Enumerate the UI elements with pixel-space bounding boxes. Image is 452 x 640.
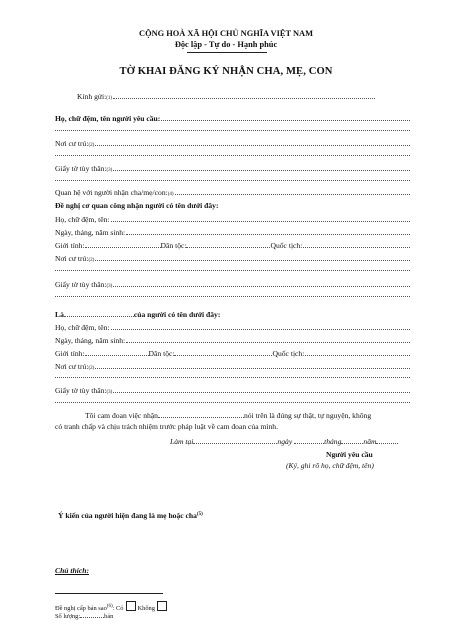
requester-name-extra-line[interactable]: [55, 130, 410, 131]
place-label: Làm tại: [170, 437, 194, 446]
day-label: ngày: [277, 437, 295, 446]
recognized-dob-field[interactable]: [126, 227, 410, 235]
recognized-nationality-field[interactable]: [303, 240, 410, 248]
form-title: TỜ KHAI ĐĂNG KÝ NHẬN CHA, MẸ, CON: [119, 66, 333, 77]
year-field[interactable]: [376, 436, 398, 444]
relation-id-label: Giấy tờ tùy thân:: [55, 386, 107, 395]
addressee-label: Kính gửi:: [77, 92, 107, 101]
relation-heading-line: [55, 309, 410, 319]
copy-no-checkbox[interactable]: [157, 601, 167, 611]
copy-request-line: [55, 601, 169, 612]
parent-opinion-note: (5): [196, 512, 203, 517]
recognized-residence-label: Nơi cư trú:: [55, 254, 89, 263]
copy-no-label: Không: [137, 605, 155, 612]
relation-type-field[interactable]: [64, 309, 134, 317]
requester-id-extra-line[interactable]: [55, 180, 410, 181]
requester-id-line: Giấy tờ tùy thân: (3): [55, 163, 410, 173]
relation-nationality-field[interactable]: [305, 348, 410, 356]
relation-residence-extra-line[interactable]: [55, 377, 410, 378]
recognized-nationality-label: Quốc tịch:: [270, 241, 303, 250]
declaration-line1-end: nói trên là đúng sự thật, tự nguyện, không: [243, 411, 372, 420]
recognized-name-line: [55, 214, 410, 224]
relation-id-field[interactable]: [113, 385, 410, 393]
recognized-ethnicity-field[interactable]: [186, 240, 270, 248]
copy-request-note: (6): [106, 604, 113, 609]
requester-relation-line: Quan hệ với người nhận cha/mẹ/con: (4): [55, 187, 410, 197]
recognized-name-field[interactable]: [111, 214, 410, 222]
recognized-id-line: Giấy tờ tùy thân: (3): [55, 279, 410, 289]
relation-residence-label: Nơi cư trú:: [55, 362, 89, 371]
requester-residence-extra-line[interactable]: [55, 155, 410, 156]
recognized-dob-line: [55, 227, 410, 237]
relation-id-extra-line[interactable]: [55, 402, 410, 403]
quantity-field[interactable]: [80, 612, 104, 618]
relation-ethnicity-field[interactable]: [174, 348, 272, 356]
recognized-dob-label: Ngày, tháng, năm sinh:: [55, 228, 126, 237]
relation-nationality-label: Quốc tịch:: [272, 349, 305, 358]
addressee-field[interactable]: [113, 91, 375, 99]
header-underline: [187, 52, 267, 53]
requester-residence-label: Nơi cư trú:: [55, 139, 89, 148]
year-label: năm: [363, 437, 377, 446]
requester-name-field[interactable]: [161, 113, 410, 121]
signature-place-date: [170, 436, 398, 446]
footnote-rule: [55, 593, 163, 594]
recognized-gender-line: [55, 240, 410, 250]
recognized-residence-extra-line[interactable]: [55, 270, 410, 271]
declaration-line1-start: Tôi cam đoan việc nhận: [85, 411, 158, 420]
place-field[interactable]: [193, 436, 277, 444]
declaration-subject-field[interactable]: [158, 410, 244, 418]
relation-residence-line: Nơi cư trú: (2): [55, 361, 410, 371]
signer-note-text: (Ký, ghi rõ họ, chữ đệm, tên): [286, 461, 374, 470]
footnote-heading: [55, 566, 89, 575]
relation-id-line: Giấy tờ tùy thân: (3): [55, 385, 410, 395]
parent-opinion: [58, 511, 203, 520]
recognized-name-label: Họ, chữ đệm, tên:: [55, 215, 110, 224]
recognized-heading: Đề nghị cơ quan công nhận người có tên dưới đây:: [55, 201, 219, 210]
relation-name-line: [55, 322, 410, 332]
recognized-id-field[interactable]: [113, 279, 410, 287]
footnote-heading-text: Chú thích:: [55, 566, 89, 575]
recognized-ethnicity-label: Dân tộc:: [160, 241, 187, 250]
relation-residence-field[interactable]: [95, 361, 410, 369]
addressee-line: Kính gửi: (1): [77, 91, 375, 101]
recognized-id-label: Giấy tờ tùy thân:: [55, 280, 107, 289]
requester-id-label: Giấy tờ tùy thân:: [55, 164, 107, 173]
recognized-gender-label: Giới tính:: [55, 241, 85, 250]
relation-dob-label: Ngày, tháng, năm sinh:: [55, 336, 126, 345]
month-label: tháng: [324, 437, 342, 446]
relation-dob-field[interactable]: [126, 335, 410, 343]
requester-name-label: Họ, chữ đệm, tên người yêu cầu:: [55, 114, 161, 123]
relation-name-label: Họ, chữ đệm, tên:: [55, 323, 110, 332]
requester-residence-line: Nơi cư trú: (2): [55, 138, 410, 148]
requester-name-line: [55, 113, 410, 123]
relation-heading-start: Là: [55, 310, 64, 319]
requester-relation-label: Quan hệ với người nhận cha/mẹ/con:: [55, 188, 168, 197]
relation-gender-line: [55, 348, 410, 358]
signer-note: [286, 461, 374, 470]
recognized-residence-line: Nơi cư trú: (2): [55, 253, 410, 263]
motto: Độc lập - Tự do - Hạnh phúc: [174, 40, 278, 49]
requester-residence-field[interactable]: [95, 138, 410, 146]
quantity-line: [55, 612, 113, 620]
relation-gender-label: Giới tính:: [55, 349, 85, 358]
parent-opinion-label: Ý kiến của người hiện đang là mẹ hoặc cha: [58, 511, 197, 520]
recognized-gender-field[interactable]: [85, 240, 161, 248]
recognized-residence-field[interactable]: [95, 253, 410, 261]
copy-yes-checkbox[interactable]: [126, 601, 136, 611]
declaration-line2: có tranh chấp và chịu trách nhiệm trước pháp luật về cam đoan của mình.: [55, 422, 278, 431]
signer-title: Người yêu cầu: [326, 450, 373, 459]
copy-yes-label: : Có: [112, 605, 124, 612]
requester-id-field[interactable]: [113, 163, 410, 171]
quantity-label: Số lượng:: [55, 613, 81, 620]
declaration-paragraph: [55, 410, 410, 432]
month-field[interactable]: [341, 436, 363, 444]
quantity-unit: bản: [104, 613, 114, 620]
relation-heading-end: của người có tên dưới đây:: [133, 310, 221, 319]
relation-dob-line: [55, 335, 410, 345]
day-field[interactable]: [294, 436, 324, 444]
recognized-heading-line: [55, 201, 410, 210]
recognized-id-extra-line[interactable]: [55, 296, 410, 297]
relation-name-field[interactable]: [111, 322, 410, 330]
relation-ethnicity-label: Dân tộc:: [148, 349, 175, 358]
copy-request-label: Đề nghị cấp bản sao: [55, 605, 107, 612]
requester-relation-field[interactable]: [175, 187, 410, 195]
relation-gender-field[interactable]: [85, 348, 149, 356]
national-name: CỘNG HOÀ XÃ HỘI CHỦ NGHĨA VIỆT NAM: [139, 29, 313, 38]
